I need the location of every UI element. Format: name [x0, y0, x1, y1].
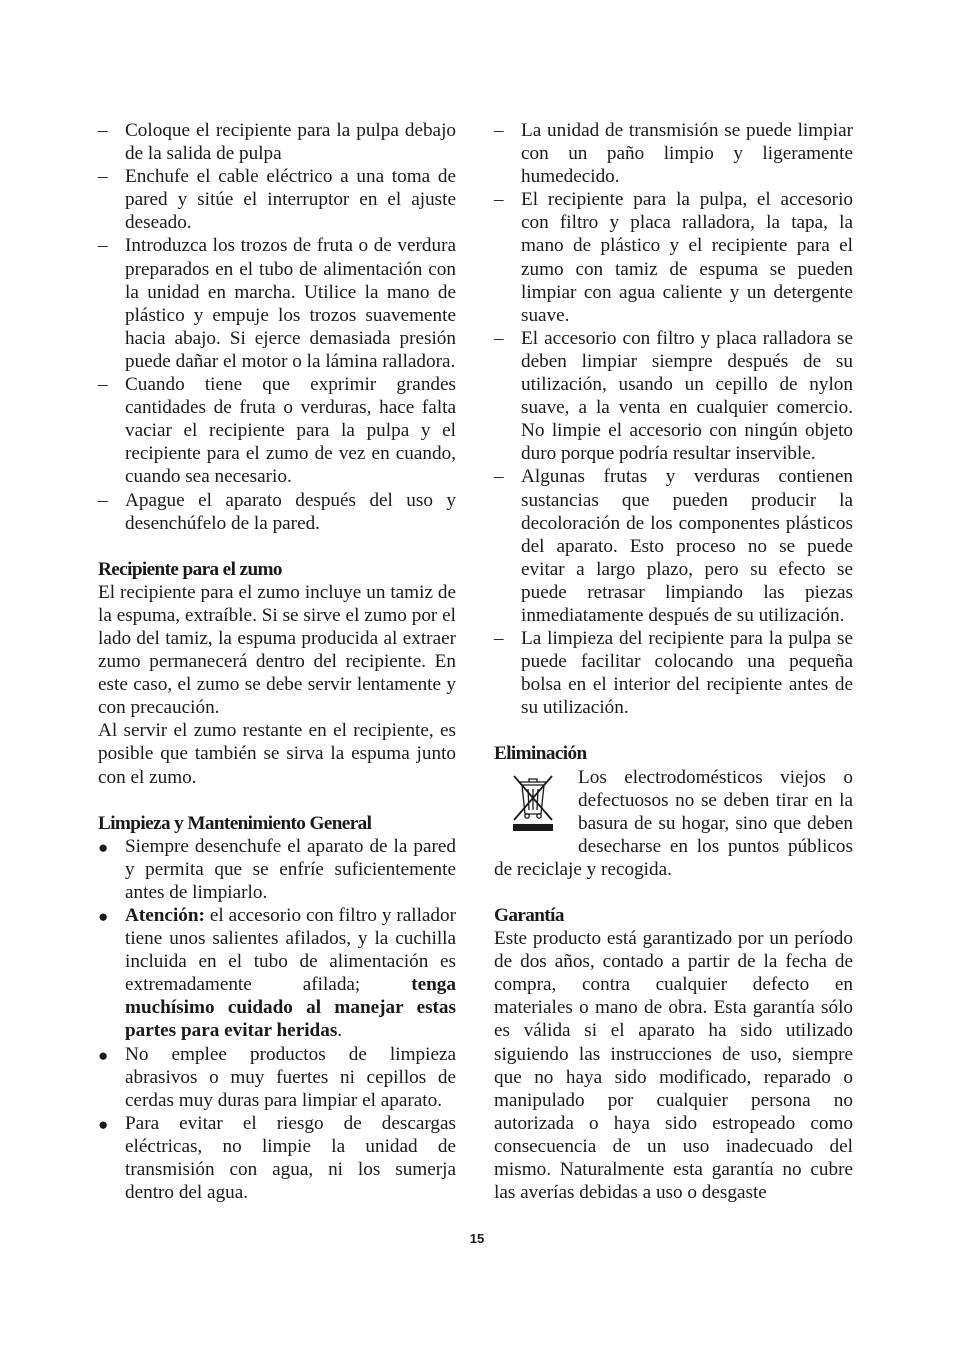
dash-marker: –: [494, 327, 504, 349]
bullet-marker: ●: [98, 907, 109, 926]
cleaning-heading: Limpieza y Mantenimiento General: [98, 812, 372, 834]
disposal-heading: Eliminación: [494, 743, 587, 765]
list-item: [98, 1043, 456, 1112]
list-item: [494, 627, 853, 719]
warning-label: Atención:: [125, 905, 205, 926]
list-item: [494, 465, 853, 627]
list-item: [494, 327, 853, 466]
bullet-marker: ●: [98, 1114, 109, 1134]
list-item: [98, 489, 456, 535]
page-number: 15: [469, 1231, 485, 1246]
crossed-out-wheelie-bin-icon: [502, 770, 564, 832]
list-item-text: El recipiente para la pulpa, el accesorio con filtro y placa ralladora, la tapa, la mano de plástico y el recipiente para el zumo con tamiz de espuma se pueden limpiar con agua caliente y un detergente suave.: [521, 189, 853, 326]
list-item: [98, 1112, 456, 1204]
list-item-text: La limpieza del recipiente para la pulpa se puede facilitar colocando una pequeña bolsa en el interior del recipiente antes de su utilización.: [521, 628, 853, 719]
bullet-marker: ●: [98, 1045, 109, 1065]
list-item-text: Apague el aparato después del uso y desenchúfelo de la pared.: [125, 489, 456, 534]
list-item: [98, 119, 456, 165]
list-item-text: Coloque el recipiente para la pulpa debajo de la salida de pulpa: [125, 120, 456, 165]
list-item-text: El accesorio con filtro y placa ralladora se deben limpiar siempre después de su utilización, usando un cepillo de nylon suave, a la venta en cualquier comercio. No limpie el accesorio con ningún objeto duro porque podría resultar inservible.: [521, 327, 853, 465]
warranty-heading: Garantía: [494, 905, 564, 926]
list-item-text: Enchufe el cable eléctrico a una toma de pared y sitúe el interruptor en el ajuste deseado.: [125, 166, 456, 234]
list-item-text: Cuando tiene que exprimir grandes cantidades de fruta o verduras, hace falta vaciar el recipiente para la pulpa y el recipiente para el zumo de vez en cuando, cuando sea necesario.: [125, 374, 456, 488]
dash-marker: –: [98, 489, 108, 511]
dash-marker: –: [98, 166, 108, 188]
list-item-text: Algunas frutas y verduras contienen sustancias que pueden producir la decoloración de los componentes plásticos del aparato. Esto proceso no se puede evitar a largo plazo, pero su efecto se puede retrasar limpiando las piezas inmediatamente después de su utilización.: [521, 466, 853, 626]
dash-marker: –: [98, 235, 108, 257]
usage-steps-list: [98, 119, 456, 535]
juice-paragraph: El recipiente para el zumo incluye un tamiz de la espuma, extraíble. Si se sirve el zumo por el lado del tamiz, la espuma producida al extraer zumo permanecerá dentro del recipiente. En este caso, el zumo se debe servir lentamente y con precaución.: [98, 581, 456, 719]
bullet-marker: ●: [98, 837, 109, 857]
list-item-text: No emplee productos de limpieza abrasivos o muy fuertes ni cepillos de cerdas muy duras para limpiar el aparato.: [125, 1043, 456, 1111]
list-item-text: .: [337, 1020, 343, 1042]
cleaning-list: [98, 835, 456, 1205]
maintenance-steps-list: [494, 119, 853, 719]
disposal-text: Los electrodomésticos viejos o defectuosos no se deben tirar en la basura de su hogar, sino que deben desecharse en los puntos públicos de reciclaje y recogida.: [494, 766, 853, 880]
list-item-text: Introduzca los trozos de fruta o de verdura preparados en el tubo de alimentación con la unidad en marcha. Utilice la mano de plástico y empuje los trozos suavemente hacia abajo. Si ejerce demasiada presión puede dañar el motor o la lámina ralladora.: [125, 235, 456, 372]
warranty-text: Este producto está garantizado por un período de dos años, contado a partir de la fecha de compra, contra cualquier defecto en materiales o mano de obra. Esta garantía sólo es válida si el aparato ha sido utilizado siguiendo las instrucciones de uso, siempre que no haya sido modificado, reparado o manipulado por cualquier persona no autorizada o haya sido estropeado como consecuencia de un uso inadecuado del mismo. Naturalmente esta garantía no cubre las averías debidas a uso o desgaste: [494, 928, 853, 1204]
warning-emphasis: tenga muchísimo cuidado al manejar estas partes para evitar heridas: [125, 974, 456, 1042]
list-item: [494, 188, 853, 327]
list-item-text: Siempre desenchufe el aparato de la pared y permita que se enfríe suficientemente antes de limpiarlo.: [125, 835, 456, 903]
juice-paragraph: Al servir el zumo restante en el recipiente, es posible que también se sirva la espuma junto con el zumo.: [98, 720, 456, 788]
list-item: [494, 119, 853, 188]
list-item: [98, 165, 456, 234]
dash-marker: –: [98, 374, 108, 396]
disposal-section: [494, 766, 853, 881]
dash-marker: –: [98, 120, 108, 141]
spacer: [494, 719, 853, 742]
list-item: [98, 904, 456, 1043]
left-column: [98, 119, 456, 1204]
juice-container-heading: Recipiente para el zumo: [98, 558, 282, 580]
right-column: [494, 119, 853, 1204]
spacer: [494, 881, 853, 904]
list-item-text: La unidad de transmisión se puede limpiar con un paño limpio y ligeramente humedecido.: [521, 120, 853, 188]
list-item-text: el accesorio con filtro y rallador tiene unos salientes afilados, y la cuchilla incluida en el tubo de alimentación es extremadamente afilada;: [125, 905, 456, 996]
dash-marker: –: [494, 120, 504, 141]
dash-marker: –: [494, 628, 504, 650]
spacer: [98, 789, 456, 812]
dash-marker: –: [494, 189, 504, 211]
list-item: [98, 373, 456, 488]
list-item: [98, 234, 456, 373]
dash-marker: –: [494, 466, 504, 488]
list-item-text: Para evitar el riesgo de descargas eléctricas, no limpie la unidad de transmisión con agua, ni los sumerja dentro del agua.: [125, 1112, 456, 1204]
list-item: [98, 835, 456, 904]
spacer: [98, 535, 456, 558]
